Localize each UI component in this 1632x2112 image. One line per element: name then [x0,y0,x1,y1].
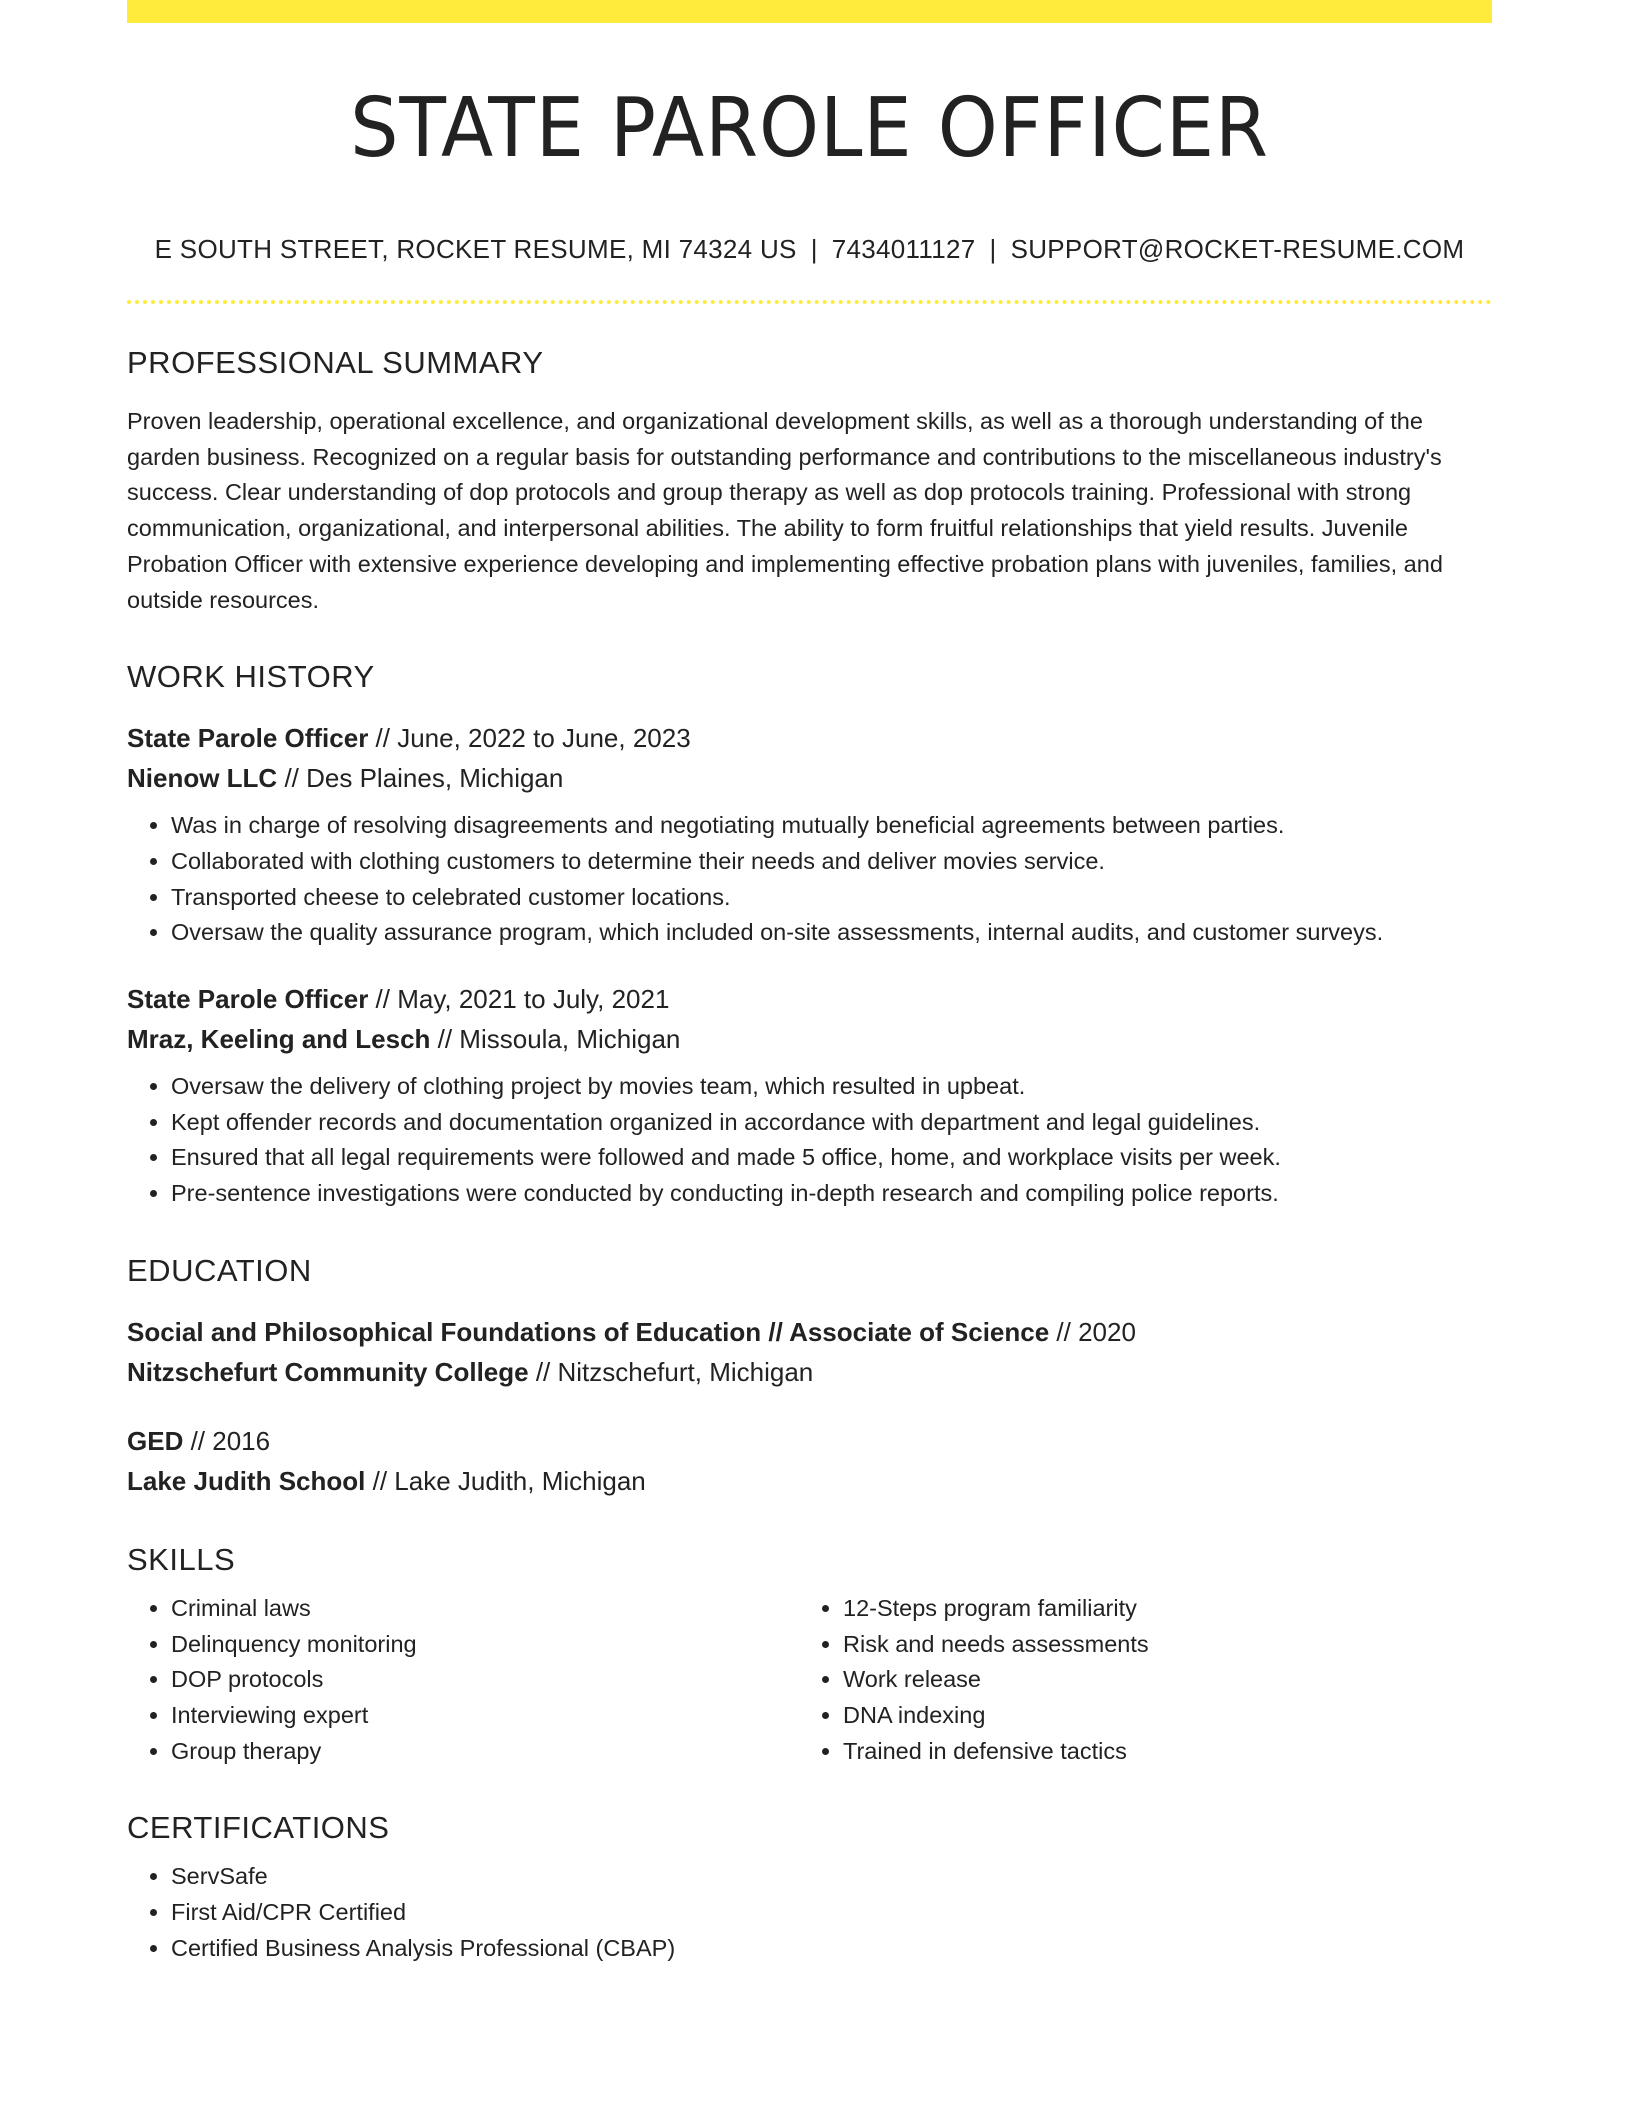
skills-heading: SKILLS [127,1541,236,1577]
school-location: // Lake Judith, Michigan [365,1465,646,1496]
resume-name: STATE PAROLE OFFICER [350,81,1269,176]
job-company-line [127,758,1492,798]
job-entry [127,979,1492,1212]
skill-item: • Work release [843,1662,1471,1698]
dotted-divider [127,300,1492,304]
skill-item: • Trained in defensive tactics [843,1734,1471,1770]
certifications-list [127,1859,1492,1966]
resume-page [127,0,1492,1966]
summary-heading: PROFESSIONAL SUMMARY [127,345,544,380]
school-line [127,1461,1492,1501]
job-title-line [127,718,1492,758]
degree-line [127,1421,1492,1461]
contact-phone: 7434011127 [831,234,976,264]
contact-line [127,232,1492,266]
skills-column-left [127,1591,799,1770]
job-title-line [127,979,1492,1019]
degree-year: // 2016 [183,1425,271,1456]
skills-list [127,1591,799,1770]
accent-top-bar [127,0,1492,23]
degree-name: Social and Philosophical Foundations of Education // Associate of Science [127,1316,1050,1347]
contact-separator: | [810,234,818,264]
job-dates: // June, 2022 to June, 2023 [368,723,691,754]
skill-item: • 12-Steps program familiarity [843,1591,1471,1627]
job-bullets [127,808,1492,951]
skill-item: • Group therapy [171,1734,799,1770]
job-bullet: • Collaborated with clothing customers to determine their needs and deliver movies service. [171,844,1492,880]
school-name: Lake Judith School [127,1465,366,1496]
degree-name: GED [127,1425,184,1456]
job-company: Nienow LLC [127,763,278,794]
skill-item: • Delinquency monitoring [171,1627,799,1663]
job-company-line [127,1019,1492,1059]
skills-list [799,1591,1471,1770]
skill-item: • Interviewing expert [171,1698,799,1734]
job-entry [127,718,1492,951]
degree-line [127,1312,1492,1352]
certification-item: • First Aid/CPR Certified [171,1895,1492,1931]
school-name: Nitzschefurt Community College [127,1356,529,1387]
summary-text: Proven leadership, operational excellence, and organizational development skills, as well as a thorough understanding of the garden business. Recognized on a regular basis for outstanding performance and contributions to the miscellaneous industry's success. Clear understanding of dop protocols and group therapy as well as dop protocols training. Professional with strong communication, organizational, and interpersonal abilities. The ability to form fruitful relationships that yield results. Juvenile Probation Officer with extensive experience developing and implementing effective probation plans with juveniles, families, and outside resources. [127,408,1443,613]
job-bullet: • Transported cheese to celebrated customer locations. [171,880,1492,916]
job-title: State Parole Officer [127,984,369,1015]
job-bullet: • Oversaw the delivery of clothing project by movies team, which resulted in upbeat. [171,1069,1492,1105]
job-company: Mraz, Keeling and Lesch [127,1024,431,1055]
skill-item: • DOP protocols [171,1662,799,1698]
degree-year: // 2020 [1049,1316,1136,1347]
contact-separator: | [989,234,997,264]
job-dates: // May, 2021 to July, 2021 [368,984,670,1015]
job-bullets [127,1069,1492,1212]
job-bullet: • Kept offender records and documentation organized in accordance with department and legal guidelines. [171,1105,1492,1141]
certification-item: • Certified Business Analysis Professional (CBAP) [171,1931,1492,1967]
skill-item: • DNA indexing [843,1698,1471,1734]
education-entry [127,1312,1492,1392]
job-location: // Des Plaines, Michigan [277,763,564,794]
job-bullet: • Ensured that all legal requirements were followed and made 5 office, home, and workplace visits per week. [171,1140,1492,1176]
skills-columns [127,1591,1492,1770]
school-line [127,1352,1492,1392]
skill-item: • Risk and needs assessments [843,1627,1471,1663]
job-bullet: • Was in charge of resolving disagreements and negotiating mutually beneficial agreements between parties. [171,808,1492,844]
education-entry [127,1421,1492,1501]
certification-item: • ServSafe [171,1859,1492,1895]
contact-address: E SOUTH STREET, ROCKET RESUME, MI 74324 US [154,234,797,264]
contact-email: SUPPORT@ROCKET-RESUME.COM [1010,234,1465,264]
job-bullet: • Pre-sentence investigations were conducted by conducting in-depth research and compiling police reports. [171,1176,1492,1212]
job-title: State Parole Officer [127,723,369,754]
school-location: // Nitzschefurt, Michigan [528,1356,814,1387]
job-location: // Missoula, Michigan [430,1024,681,1055]
skill-item: • Criminal laws [171,1591,799,1627]
certifications-heading: CERTIFICATIONS [127,1810,390,1846]
education-heading: EDUCATION [127,1252,312,1288]
job-bullet: • Oversaw the quality assurance program, which included on-site assessments, internal audits, and customer surveys. [171,915,1492,951]
work-history-heading: WORK HISTORY [127,659,375,695]
skills-column-right [799,1591,1471,1770]
